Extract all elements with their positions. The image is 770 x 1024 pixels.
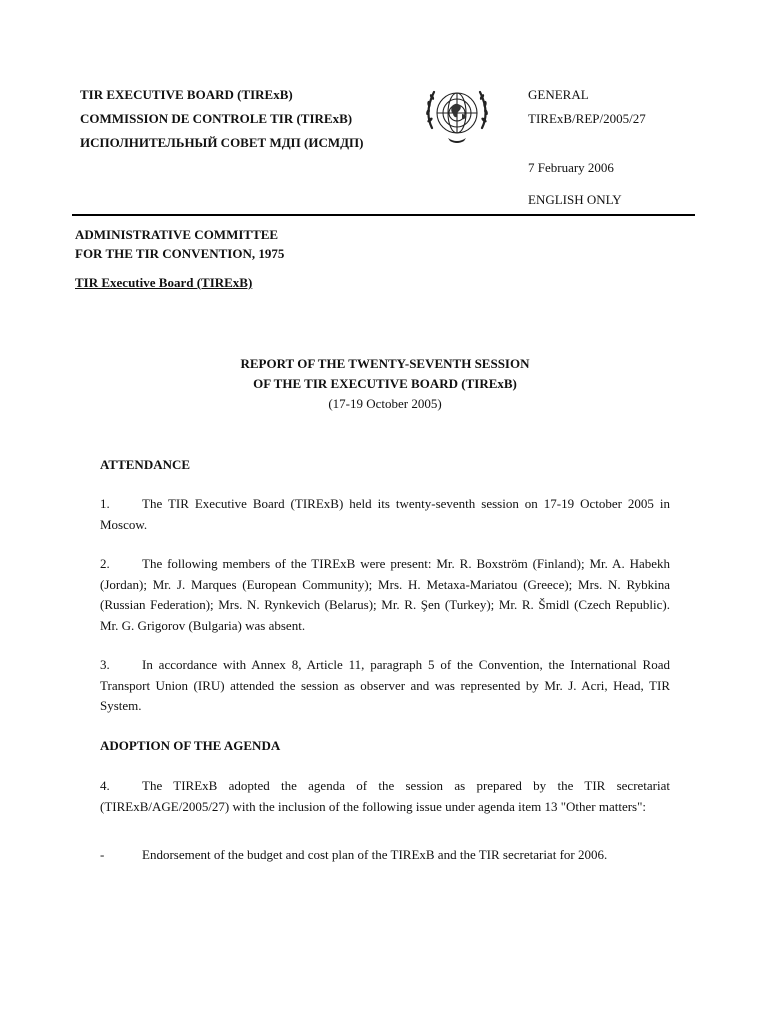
paragraph-2 — [100, 554, 670, 636]
section-heading-attendance: ATTENDANCE — [100, 457, 191, 472]
paragraph-number: 3. — [100, 657, 110, 672]
paragraph-1 — [100, 494, 670, 535]
paragraph-text: The following members of the TIRExB were present: Mr. R. Boxström (Finland); Mr. A. Habekh (Jordan); Mr. J. Marques (European Community); Mrs. H. Metaxa-Mariatou (Greece); Mrs. N. Rybkina (Russian Federation); Mrs. N. Rynkevich (Belarus); Mr. R. Şen (Turkey); Mr. R. Šmidl (Czech Republic). Mr. G. Grigorov (Bulgaria) was absent. — [100, 556, 670, 633]
bullet-text: Endorsement of the budget and cost plan of the TIRExB and the TIR secretariat for 2006. — [142, 847, 608, 862]
paragraph-text: In accordance with Annex 8, Article 11, paragraph 5 of the Convention, the International Road Transport Union (IRU) attended the session as observer and was represented by Mr. J. Acri, Head, TIR System. — [100, 657, 670, 713]
header-rule — [72, 214, 695, 216]
un-emblem-icon — [422, 80, 492, 150]
header-en: TIR EXECUTIVE BOARD (TIRExB) — [80, 87, 293, 102]
distribution: GENERAL — [528, 87, 589, 102]
document-date: 7 February 2006 — [528, 160, 614, 175]
document-symbol: TIRExB/REP/2005/27 — [528, 111, 646, 126]
paragraph-number: 1. — [100, 496, 110, 511]
paragraph-3 — [100, 655, 670, 717]
paragraph-text: The TIR Executive Board (TIRExB) held its twenty-seventh session on 17-19 October 2005 in Moscow. — [100, 496, 670, 532]
section-heading-adoption: ADOPTION OF THE AGENDA — [100, 738, 281, 753]
header-fr: COMMISSION DE CONTROLE TIR (TIRExB) — [80, 111, 353, 126]
committee-line-1: ADMINISTRATIVE COMMITTEE — [75, 227, 279, 242]
header-ru: ИСПОЛНИТЕЛЬНЫЙ СОВЕТ МДП (ИСМДП) — [80, 135, 364, 150]
paragraph-text: The TIRExB adopted the agenda of the session as prepared by the TIR secretariat (TIRExB/AGE/2005/27) with the inclusion of the following issue under agenda item 13 "Other matters": — [100, 778, 670, 814]
paragraph-4 — [100, 776, 670, 817]
sub-body-title: TIR Executive Board (TIRExB) — [75, 275, 253, 290]
committee-line-2: FOR THE TIR CONVENTION, 1975 — [75, 246, 285, 261]
paragraph-number: 2. — [100, 556, 110, 571]
list-item — [100, 845, 670, 865]
report-title-line-2: OF THE TIR EXECUTIVE BOARD (TIRExB) — [253, 376, 517, 391]
bullet-dash: - — [100, 847, 105, 862]
report-title-line-1: REPORT OF THE TWENTY-SEVENTH SESSION — [240, 356, 530, 371]
paragraph-number: 4. — [100, 778, 110, 793]
report-dates: (17-19 October 2005) — [328, 396, 442, 411]
language-note: ENGLISH ONLY — [528, 192, 622, 207]
